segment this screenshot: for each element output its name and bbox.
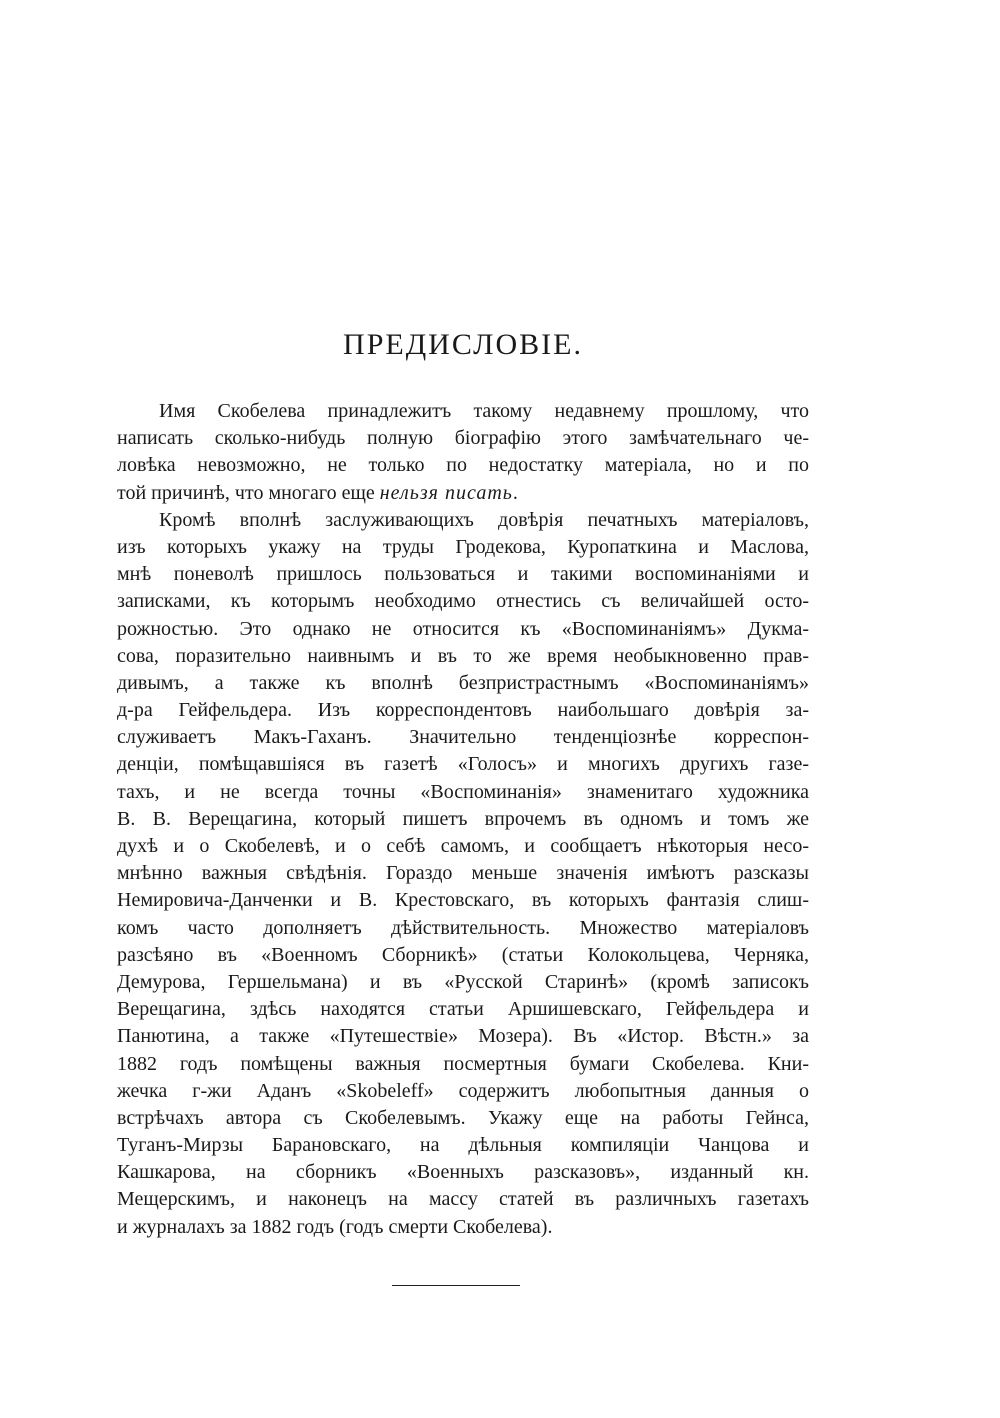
text-line: написать сколько-нибудь полную біографію этого замѣчательнаго че- <box>117 427 809 450</box>
text-line: сова, поразительно наивнымъ и въ то же время необыкновенно прав- <box>117 644 809 667</box>
text-line: встрѣчахъ автора съ Скобелевымъ. Укажу еще на работы Гейнса, <box>117 1106 809 1129</box>
text-line: комъ часто дополняетъ дѣйствительность. Множество матеріаловъ <box>117 916 809 939</box>
closing-rule <box>392 1285 520 1286</box>
text-line: духѣ и о Скобелевѣ, и о себѣ самомъ, и сообщаетъ нѣкоторыя несо- <box>117 835 809 857</box>
emphasis-text: нельзя писать <box>379 481 513 504</box>
text-segment: . <box>512 481 518 504</box>
text-line: денціи, помѣщавшіяся въ газетѣ «Голосъ» и многихъ другихъ газе- <box>117 753 809 776</box>
text-line: служиваетъ Макъ-Гаханъ. Значительно тенденціознѣе корреспон- <box>117 726 809 749</box>
text-segment: той причинѣ, что многаго еще <box>117 481 380 504</box>
text-line: Немировича-Данченки и В. Крестовскаго, въ которыхъ фантазія слиш- <box>117 889 809 912</box>
text-line: ловѣка невозможно, не только по недостатку матеріала, но и по <box>117 454 809 477</box>
text-line: Туганъ-Мирзы Барановскаго, на дѣльныя компиляціи Чанцова и <box>117 1134 809 1157</box>
text-line: Мещерскимъ, и наконецъ на массу статей въ различныхъ газетахъ <box>117 1188 809 1211</box>
page-title: ПРЕДИСЛОВІЕ. <box>343 328 583 361</box>
text-line: 1882 годъ помѣщены важныя посмертныя бумаги Скобелева. Кни- <box>117 1052 809 1075</box>
text-line: дивымъ, а также къ вполнѣ безпристрастнымъ «Воспоминаніямъ» <box>117 671 809 694</box>
text-line: Кашкарова, на сборникъ «Военныхъ разсказовъ», изданный кн. <box>117 1161 809 1184</box>
text-line: Кромѣ вполнѣ заслуживающихъ довѣрія печатныхъ матеріаловъ, <box>159 508 809 531</box>
text-line: д-ра Гейфельдера. Изъ корреспондентовъ наибольшаго довѣрія за- <box>117 699 809 722</box>
text-line: В. В. Верещагина, который пишетъ впрочемъ въ одномъ и томъ же <box>117 807 809 830</box>
preface-body <box>117 398 809 1241</box>
text-line: мнѣнно важныя свѣдѣнія. Гораздо меньше значенія имѣютъ разсказы <box>117 862 809 885</box>
text-line: записками, къ которымъ необходимо отнестись съ величайшей осто- <box>117 590 809 613</box>
text-line: жечка г-жи Аданъ «Skobeleff» содержитъ любопытныя данныя о <box>117 1079 809 1102</box>
text-line: мнѣ поневолѣ пришлось пользоваться и такими воспоминаніями и <box>117 563 809 586</box>
text-line: Имя Скобелева принадлежитъ такому недавнему прошлому, что <box>159 400 809 422</box>
text-line: рожностью. Это однако не относится къ «Воспоминаніямъ» Дукма- <box>117 617 809 640</box>
text-line: изъ которыхъ укажу на труды Гродекова, Куропаткина и Маслова, <box>117 535 809 558</box>
text-line: и журналахъ за 1882 годъ (годъ смерти Скобелева). <box>117 1215 553 1238</box>
text-line: Верещагина, здѣсь находятся статьи Аршишевскаго, Гейфельдера и <box>117 998 809 1021</box>
text-line: разсѣяно въ «Военномъ Сборникѣ» (статьи Колокольцева, Черняка, <box>117 943 809 966</box>
text-line: Демурова, Гершельмана) и въ «Русской Старинѣ» (кромѣ записокъ <box>117 970 809 993</box>
text-line: тахъ, и не всегда точны «Воспоминанія» знаменитаго художника <box>117 780 809 803</box>
text-line: Панютина, а также «Путешествіе» Мозера). Въ «Истор. Вѣстн.» за <box>117 1025 809 1048</box>
text-line <box>117 480 809 507</box>
